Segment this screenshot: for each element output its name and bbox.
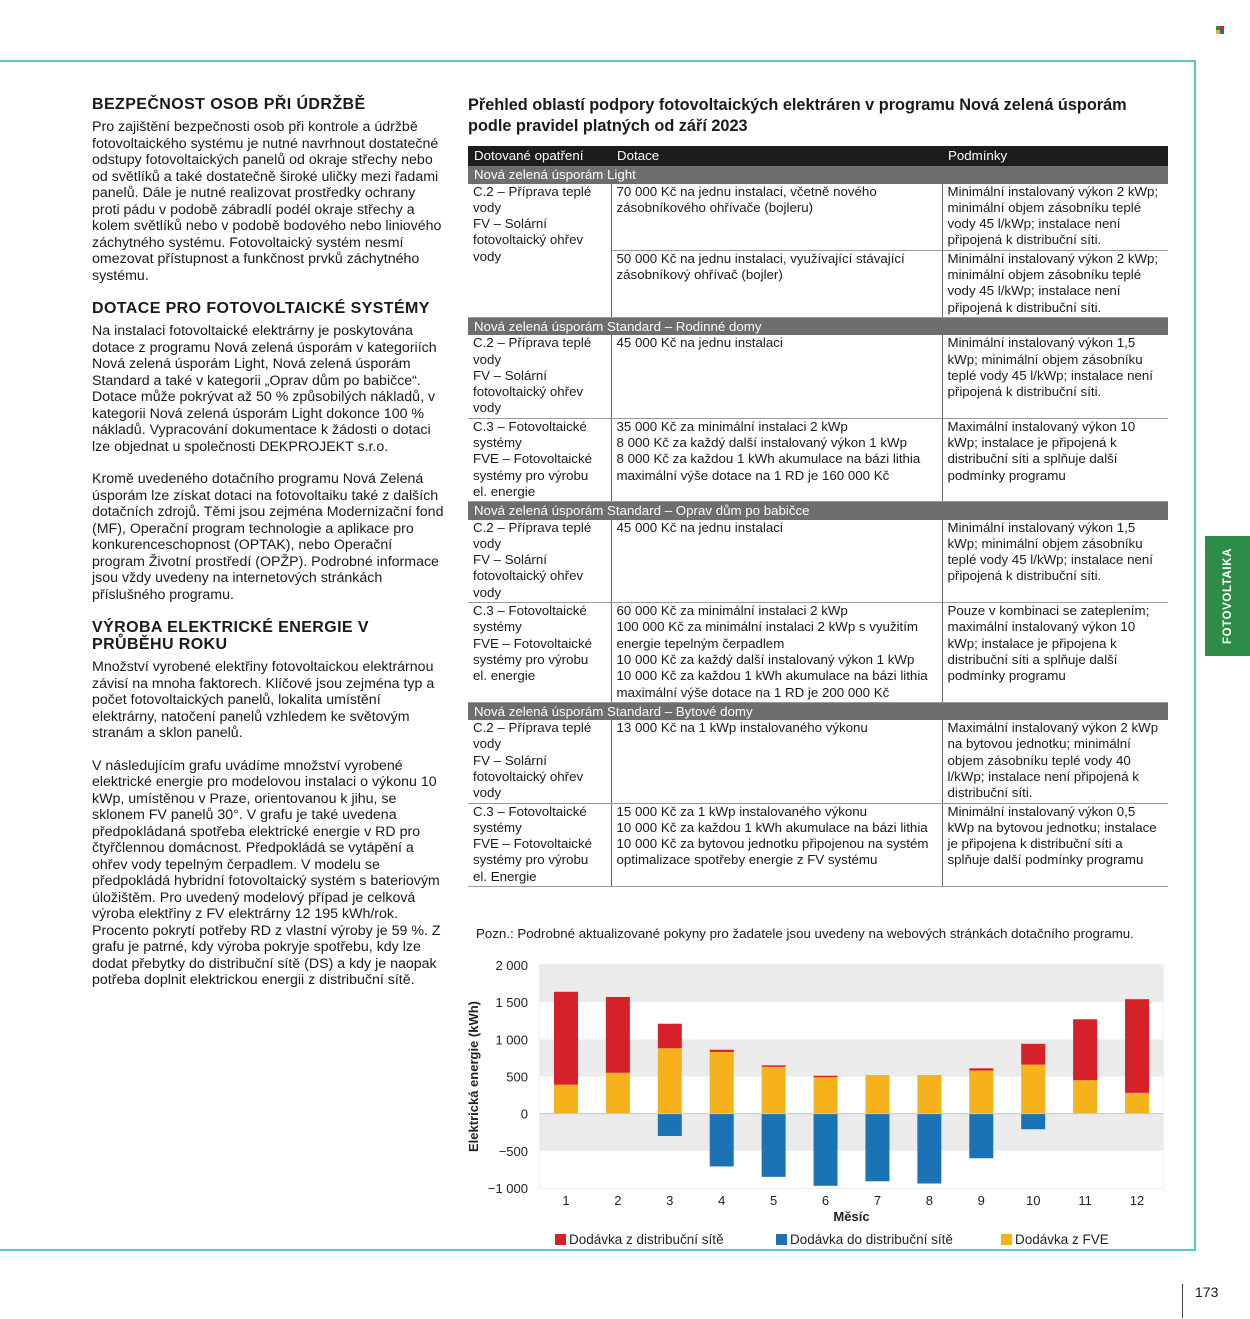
bar-segment [969, 1114, 993, 1159]
y-tick-label: 1 000 [495, 1032, 528, 1048]
x-tick-label: 3 [666, 1193, 674, 1208]
side-tab-label: FOTOVOLTAIKA [1221, 548, 1234, 644]
category-row [468, 317, 1168, 335]
header-cell: Dotace [611, 146, 942, 166]
table-title: Přehled oblastí podpory fotovoltaických elektráren v programu Nová zelená úsporám podle pravidel platných od září 2023 [468, 96, 1127, 135]
measure-cell: C.3 – Fotovoltaické systémy FVE – Fotovoltaické systémy pro výrobu el. energie [468, 603, 611, 703]
bar-segment [658, 1024, 682, 1049]
y-tick-label: 500 [506, 1069, 528, 1085]
grid-band [540, 1002, 1163, 1039]
section-production [92, 619, 444, 989]
x-tick-label: 10 [1025, 1193, 1041, 1208]
measure-cell: C.2 – Příprava teplé vody FV – Solární fotovoltaický ohřev vody [468, 520, 611, 603]
bar-segment [762, 1067, 786, 1114]
header-cell: Podmínky [942, 146, 1168, 166]
grant-cell: 45 000 Kč na jednu instalaci [611, 520, 942, 603]
table-row [468, 184, 1168, 251]
x-tick-label: 6 [821, 1193, 830, 1208]
x-tick-label: 11 [1078, 1193, 1092, 1208]
conditions-cell: Maximální instalovaný výkon 10 kWp; instalace je připojená k distribuční síti a splňuje další podmínky programu [942, 418, 1168, 501]
bar-segment [554, 992, 578, 1085]
bar-segment [710, 1114, 734, 1167]
paragraph: Množství vyrobené elektřiny fotovoltaickou elektrárnou závisí na mnoha faktorech. Klíčové jsou zejména typ a počet fotovoltaických panelů, lokalita umístění elektrárny, natočení panelů vzhledem ke světovým stranám a sklon panelů. [92, 659, 435, 741]
bar-segment [710, 1050, 734, 1052]
bar-segment [917, 1075, 941, 1114]
grant-cell: 13 000 Kč na 1 kWp instalovaného výkonu [611, 720, 942, 803]
bar-segment [814, 1077, 838, 1113]
bar-segment [762, 1114, 786, 1177]
conditions-cell: Minimální instalovaný výkon 1,5 kWp; minimální objem zásobníku teplé vody 45 l/kWp; instalace není připojená k distribuční síti. [942, 335, 1168, 418]
x-axis-label: Měsíc [833, 1209, 870, 1224]
grid-band [540, 1077, 1163, 1114]
grid-band [540, 1114, 1163, 1151]
legend-swatch [555, 1234, 566, 1245]
section-title: VÝROBA ELEKTRICKÉ ENERGIE V PRŮBĚHU ROKU [92, 619, 369, 653]
y-tick-label: 1 500 [495, 995, 528, 1011]
publisher-logo [1216, 26, 1224, 34]
side-tab[interactable] [1205, 536, 1250, 656]
grant-cell: 15 000 Kč za 1 kWp instalovaného výkonu 10 000 Kč za každou 1 kWh akumulace na bázi lithia 10 000 Kč za bytovou jednotku připojenou na systém optimalizace spotřeby energie z FV systému [611, 803, 942, 886]
x-tick-label: 1 [562, 1193, 570, 1208]
bar-segment [710, 1052, 734, 1114]
paragraph: Na instalaci fotovoltaické elektrárny je poskytována dotace z programu Nová zelená úsporám v kategoriích Nová zelená úsporám Light, Nová zelená úsporám Standard a také v kategorii „Oprav dům po babičce“. Dotace může pokrývat až 50 % způsobilých nákladů, v kategorii Nová zelená úsporám Light dokonce 100 % nákladů. Vypracování dokumentace k žádosti o dotaci lze objednat u společnosti DEKPROJEKT s.r.o. [92, 323, 437, 455]
bar-segment [606, 1073, 630, 1114]
bar-segment [969, 1071, 993, 1114]
bar-segment [1125, 999, 1149, 1093]
x-tick-label: 12 [1129, 1193, 1145, 1208]
grant-cell: 35 000 Kč za minimální instalaci 2 kWp 8 000 Kč za každý další instalovaný výkon 1 kWp 8 000 Kč za každou 1 kWh akumulace na bázi lithia maximální výše dotace na 1 RD je 160 000 Kč [611, 418, 942, 501]
bar-segment [1073, 1019, 1097, 1080]
category-row [468, 702, 1168, 720]
y-tick-label: −1 000 [487, 1181, 528, 1196]
subsidy-table [468, 146, 1168, 887]
grant-cell: 60 000 Kč za minimální instalaci 2 kWp 100 000 Kč za minimální instalaci 2 kWp s využitím energie tepelným čerpadlem 10 000 Kč za každý další instalovaný výkon 1 kWp 10 000 Kč za každou 1 kWh akumulace na bázi lithia maximální výše dotace na 1 RD je 200 000 Kč [611, 603, 942, 703]
measure-cell: C.3 – Fotovoltaické systémy FVE – Fotovoltaické systémy pro výrobu el. energie [468, 418, 611, 501]
conditions-cell: Maximální instalovaný výkon 2 kWp na bytovou jednotku; minimální objem zásobníku teplé vody 40 l/kWp; instalace není připojená k distribuční síti. [942, 720, 1168, 803]
grant-cell: 50 000 Kč na jednu instalaci, využívající stávající zásobníkový ohřívač (bojler) [611, 250, 942, 317]
category-label: Nová zelená úsporám Standard – Rodinné domy [468, 317, 1168, 335]
bar-segment [1021, 1044, 1045, 1065]
table-header-row [468, 146, 1168, 166]
x-tick-label: 4 [718, 1193, 726, 1208]
bar-segment [1125, 1093, 1149, 1114]
section-title: DOTACE PRO FOTOVOLTAICKÉ SYSTÉMY [92, 300, 430, 317]
energy-chart [460, 955, 1180, 1255]
category-label: Nová zelená úsporám Light [468, 166, 1168, 183]
table-row [468, 803, 1168, 886]
paragraph: Kromě uvedeného dotačního programu Nová Zelená úsporám lze získat dotaci na fotovoltaiku také z dalších dotačních zdrojů. Těmi jsou zejména Modernizační fond (MF), Operační program technologie a aplikace pro konkurenceschopnost (OPTAK), nebo Operační program Životní prostředí (OPŽP). Podrobné informace jsou vždy uvedeny na internetových stránkách příslušného programu. [92, 471, 444, 603]
header-cell: Dotované opatření [468, 146, 611, 166]
bar-segment [658, 1048, 682, 1113]
y-tick-label: −500 [498, 1143, 528, 1159]
conditions-cell: Minimální instalovaný výkon 2 kWp; minimální objem zásobníku teplé vody 45 l/kWp; instalace není připojená k distribuční síti. [942, 250, 1168, 317]
legend-swatch [776, 1234, 787, 1245]
grid-band [540, 1039, 1163, 1076]
table-row [468, 720, 1168, 803]
y-axis-label: Elektrická energie (kWh) [466, 1001, 481, 1152]
x-tick-label: 8 [925, 1193, 933, 1208]
table-row [468, 335, 1168, 418]
legend-swatch [1001, 1234, 1012, 1245]
bar-segment [865, 1075, 889, 1114]
paragraph: Pro zajištění bezpečnosti osob při kontrole a údržbě fotovoltaického systému je nutné navrhnout dostatečné odstupy fotovoltaických panelů od okraje střechy nebo od světlíků a také dostatečně široké uličky mezi řadami panelů. Dále je nutné realizovat prostředky ochrany proti pádu v podobě zábradlí podél okraje střechy a kolem světlíků nebo v podobě bodového nebo liniového záchytného systému. Fotovoltaický systém nesmí omezovat přístupnost a funkčnost prvků záchytného systému. [92, 119, 442, 284]
bar-segment [762, 1065, 786, 1066]
x-tick-label: 2 [614, 1193, 622, 1208]
bar-segment [1021, 1114, 1045, 1130]
legend-label: Dodávka do distribuční sítě [790, 1232, 953, 1247]
measure-cell: C.3 – Fotovoltaické systémy FVE – Fotovoltaické systémy pro výrobu el. Energie [468, 803, 611, 886]
conditions-cell: Minimální instalovaný výkon 2 kWp; minimální objem zásobníku teplé vody 45 l/kWp; instalace není připojená k distribuční síti. [942, 184, 1168, 251]
bar-segment [658, 1114, 682, 1136]
conditions-cell: Minimální instalovaný výkon 0,5 kWp na bytovou jednotku; instalace je připojena k distribuční síti a splňuje další podmínky programu [942, 803, 1168, 886]
conditions-cell: Pouze v kombinaci se zateplením; maximální instalovaný výkon 10 kWp; instalace je připojena k distribuční síti a splňuje další podmínky programu [942, 603, 1168, 703]
bar-segment [814, 1076, 838, 1077]
x-tick-label: 5 [770, 1193, 778, 1208]
table-row [468, 520, 1168, 603]
legend-label: Dodávka z FVE [1015, 1232, 1109, 1247]
bar-segment [917, 1114, 941, 1184]
bar-segment [606, 997, 630, 1073]
page-number: 173 [1195, 1284, 1219, 1300]
y-tick-label: 0 [520, 1106, 528, 1122]
bar-segment [1073, 1080, 1097, 1113]
grant-cell: 70 000 Kč na jednu instalaci, včetně nového zásobníkového ohřívače (bojleru) [611, 184, 942, 251]
y-tick-label: 2 000 [495, 958, 528, 973]
measure-cell: C.2 – Příprava teplé vody FV – Solární fotovoltaický ohřev vody [468, 335, 611, 418]
section-title: BEZPEČNOST OSOB PŘI ÚDRŽBĚ [92, 96, 366, 113]
left-column [92, 96, 444, 1005]
table-note: Pozn.: Podrobné aktualizované pokyny pro žadatele jsou uvedeny na webových stránkách dotačního programu. [476, 926, 1134, 941]
measure-cell: C.2 – Příprava teplé vody FV – Solární fotovoltaický ohřev vody [468, 184, 611, 318]
section-subsidy [92, 300, 444, 603]
category-row [468, 502, 1168, 520]
table-row [468, 418, 1168, 501]
grant-cell: 45 000 Kč na jednu instalaci [611, 335, 942, 418]
bar-segment [865, 1114, 889, 1182]
page-number-divider [1182, 1284, 1183, 1318]
bar-segment [969, 1068, 993, 1070]
category-row [468, 166, 1168, 183]
measure-cell: C.2 – Příprava teplé vody FV – Solární fotovoltaický ohřev vody [468, 720, 611, 803]
conditions-cell: Minimální instalovaný výkon 1,5 kWp; minimální objem zásobníku teplé vody 45 l/kWp; instalace není připojená k distribuční síti. [942, 520, 1168, 603]
legend-label: Dodávka z distribuční sítě [569, 1232, 724, 1247]
category-label: Nová zelená úsporám Standard – Bytové domy [468, 702, 1168, 720]
category-label: Nová zelená úsporám Standard – Oprav dům po babičce [468, 502, 1168, 520]
x-tick-label: 9 [977, 1193, 985, 1208]
bar-segment [814, 1114, 838, 1186]
bar-segment [1021, 1065, 1045, 1114]
bar-segment [554, 1085, 578, 1114]
paragraph: V následujícím grafu uvádíme množství vyrobené elektrické energie pro modelovou instalaci o výkonu 10 kWp, umístěnou v Praze, orientovanou k jihu, se sklonem FV panelů 30°. V grafu je také uvedena předpokládaná spotřeba elektrické energie v RD pro čtyřčlennou domácnost. Předpokládá se vytápění a ohřev vody tepelným čerpadlem. V modelu se předpokládá hybridní fotovoltaický systém s bateriovým úložištěm. Pro uvedený modelový případ je celková výroba elektřiny z FV elektrárny 12 195 kWh/rok. Procento pokrytí potřeby RD z vlastní výroby je 59 %. Z grafu je patrné, kdy výroba pokryje spotřebu, kdy lze dodat přebytky do distribuční sítě (DS) a kdy je naopak potřeba doplnit elektrickou energii z distribuční sítě. [92, 757, 441, 988]
table-row [468, 603, 1168, 703]
grid-band [540, 965, 1163, 1002]
grid-band [540, 1151, 1163, 1188]
x-tick-label: 7 [873, 1193, 882, 1208]
section-safety [92, 96, 444, 284]
